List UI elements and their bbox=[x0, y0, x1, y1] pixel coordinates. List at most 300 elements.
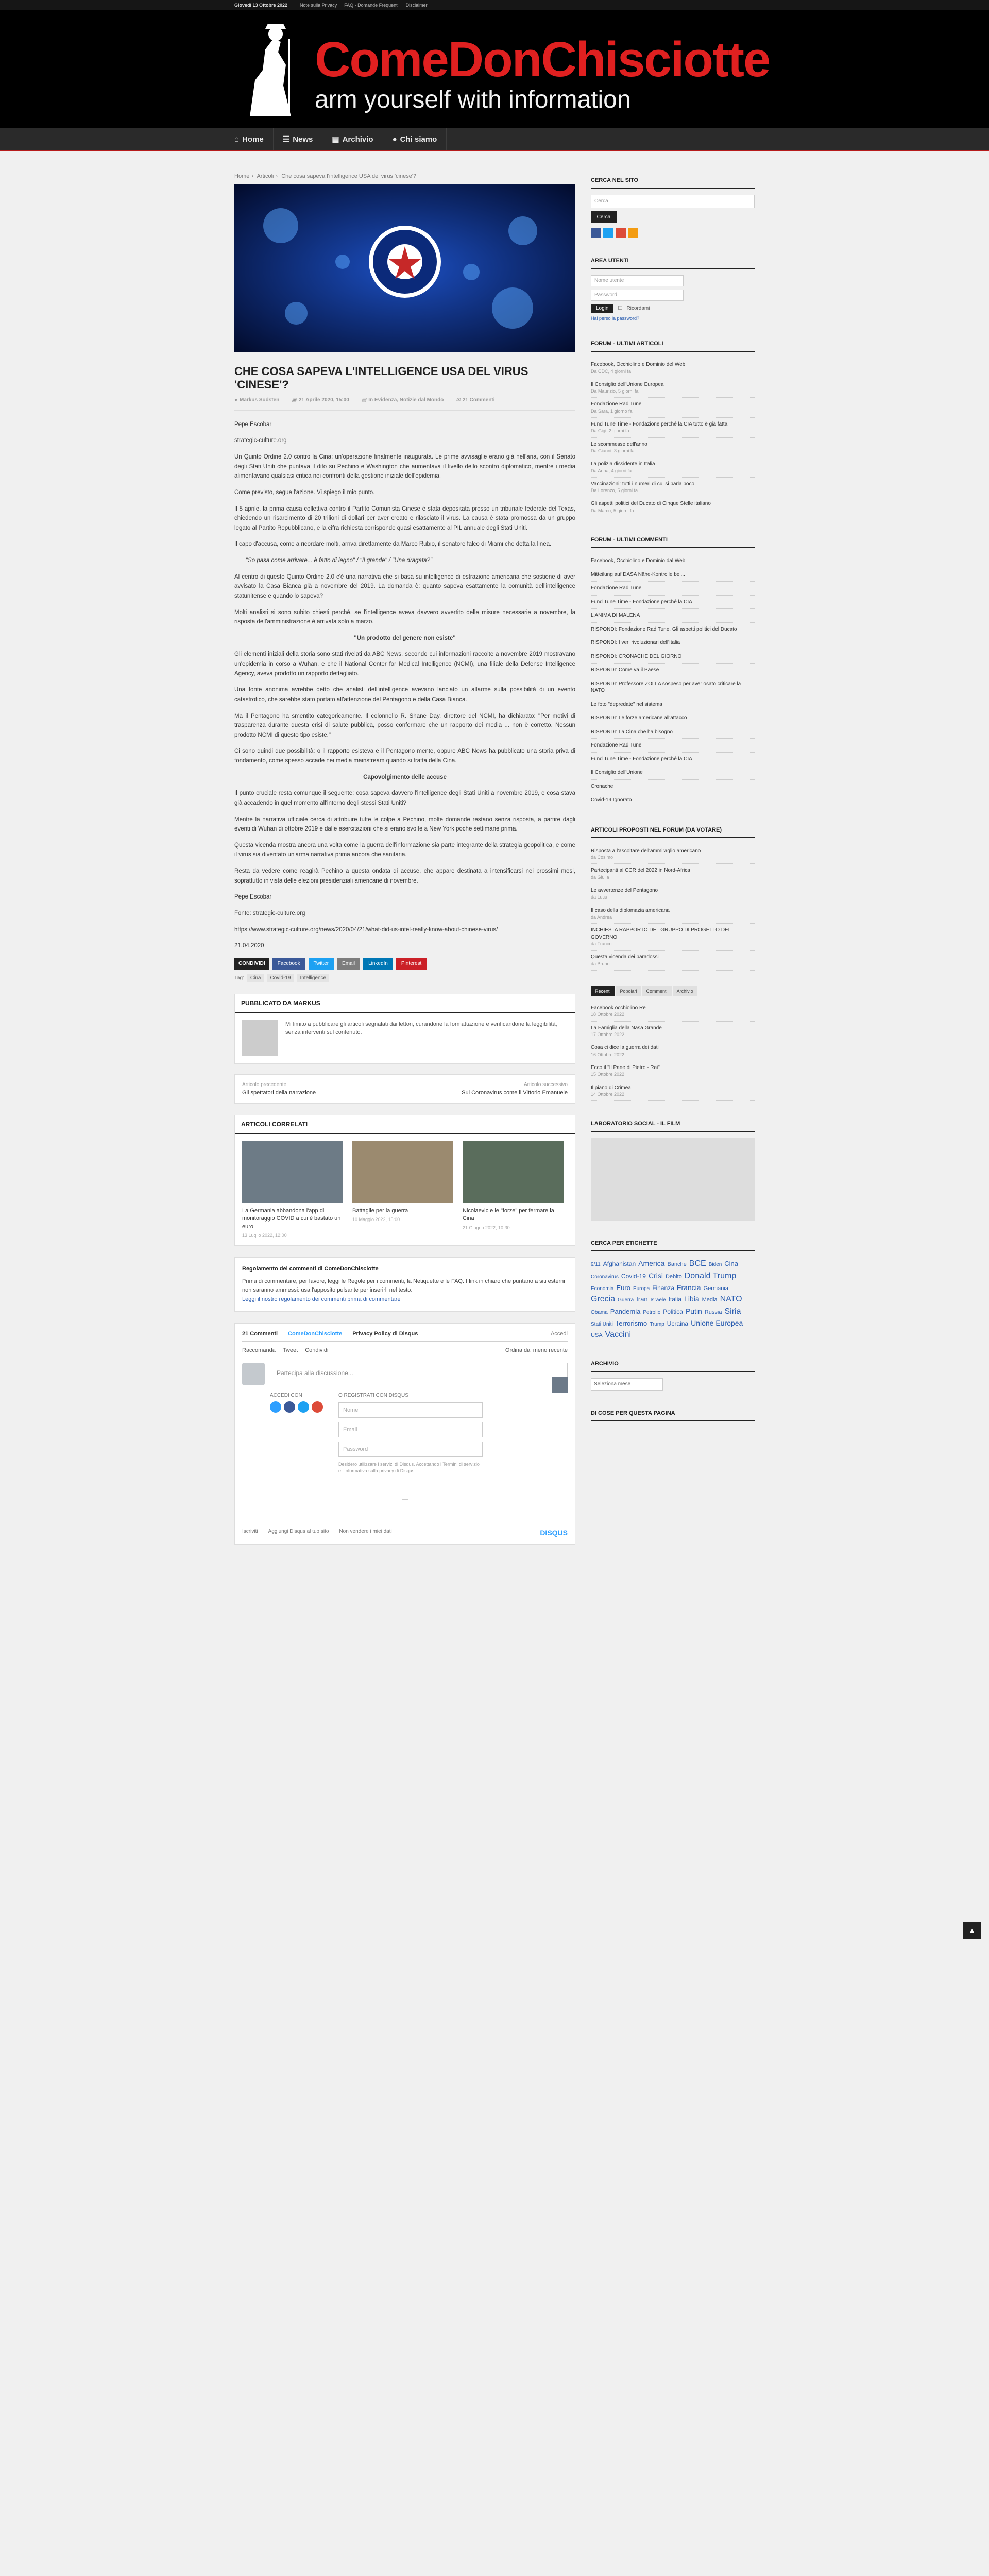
forum-item[interactable] bbox=[591, 378, 755, 398]
tab-list-title: Facebook occhiolino Re bbox=[591, 1005, 646, 1011]
article-paragraph: Mentre la narrativa ufficiale cerca di attribuire tutte le colpe a Pechino, molte domande restano senza risposta, a partire dagli eventi di Wuhan di ottobre 2019 e dalle esercitazioni che si erano svolte a New York poche settimane prima. bbox=[234, 816, 575, 833]
article-paragraph: Il punto cruciale resta comunque il seguente: cosa sapeva davvero l'intelligence degli Stati Uniti a novembre 2019, e cosa stava già accadendo in quel momento all'interno degli stessi Stati Uniti? bbox=[234, 790, 575, 806]
tagcloud-item[interactable]: Coronavirus bbox=[591, 1274, 619, 1280]
tagcloud-item[interactable]: Siria bbox=[724, 1307, 741, 1316]
site-header bbox=[0, 10, 989, 128]
article-paragraph: Come previsto, segue l'azione. Vi spiego il mio punto. bbox=[234, 489, 375, 496]
article-paragraph: Il 5 aprile, la prima causa collettiva contro il Partito Comunista Cinese è stata depositata presso un tribunale federale del Texas, chiedendo un risarcimento di 20 trilioni di dollari per aver creato e rilasciato il virus. La causa è stata promossa da un gruppo legato al Partito Repubblicano, e la cifra richiesta corrisponde quasi esattamente al PIL annuale degli Stati Uniti. bbox=[234, 505, 575, 531]
author-box bbox=[234, 994, 575, 1064]
meta-category-label: In Evidenza, Notizie dal Mondo bbox=[368, 397, 444, 403]
proposed-item[interactable] bbox=[591, 864, 755, 884]
tag-item[interactable]: Cina bbox=[247, 974, 264, 982]
sidebar-lab bbox=[591, 1116, 755, 1221]
password-field[interactable]: Password bbox=[591, 290, 684, 301]
related-title: La Germania abbandona l'app di monitoraggio COVID a cui è bastato un euro bbox=[242, 1207, 341, 1230]
tab-list-item[interactable] bbox=[591, 1041, 755, 1061]
tagcloud-item[interactable]: Putin bbox=[685, 1307, 702, 1316]
article-closing-date: 21.04.2020 bbox=[234, 943, 264, 950]
article-paragraph: Ma il Pentagono ha smentito categoricamente. Il colonnello R. Shane Day, direttore del NCMI, ha dichiarato: "Per motivi di trasparenza durante questa crisi di salute pubblica, posso confermare che un rapporto dei media ... non è corretto. Nessun prodotto NCMI di questo tipo esiste." bbox=[234, 713, 575, 738]
disqus-comment-count: 21 Commenti bbox=[242, 1331, 278, 1337]
article-closing-link[interactable]: https://www.strategic-culture.org/news/2020/04/21/what-did-us-intel-really-know-about-chinese-virus/ bbox=[234, 926, 498, 933]
google-icon[interactable] bbox=[616, 228, 626, 238]
share-bar bbox=[234, 958, 575, 970]
disqus-password-field[interactable]: Password bbox=[338, 1442, 483, 1457]
calendar-icon: ▣ bbox=[292, 397, 297, 403]
arrow-up-icon[interactable]: ▲ bbox=[963, 1922, 981, 1939]
nav-archive[interactable] bbox=[322, 128, 383, 150]
top-date: Giovedì 13 Ottobre 2022 bbox=[234, 3, 288, 8]
proposed-meta: da Cosimo bbox=[591, 855, 613, 860]
tagcloud-item[interactable]: 9/11 bbox=[591, 1262, 601, 1268]
forum-title: Facebook, Occhiolino e Dominio del Web bbox=[591, 362, 686, 367]
article-source[interactable]: strategic-culture.org bbox=[234, 437, 287, 444]
meta-comments[interactable] bbox=[456, 397, 494, 403]
article-paragraph: Questa vicenda mostra ancora una volta come la guerra dell'informazione sia parte integrante della strategia geopolitica, e come il virus sia diventato un'arma narrativa prima ancora che sanitaria. bbox=[234, 842, 575, 858]
tags-head: CERCA PER ETICHETTE bbox=[591, 1236, 755, 1251]
disqus-register-label: O REGISTRATI CON DISQUS bbox=[338, 1393, 408, 1399]
tagcloud-item[interactable]: Francia bbox=[676, 1283, 701, 1292]
forum-proposed-articles bbox=[591, 823, 755, 971]
disqus-tweet-button[interactable]: Tweet bbox=[282, 1347, 298, 1354]
breadcrumb-current: Che cosa sapeva l'intelligence USA del virus 'cinese'? bbox=[281, 173, 417, 179]
proposed-item[interactable] bbox=[591, 951, 755, 971]
comment-item[interactable] bbox=[591, 780, 755, 794]
prev-title: Gli spettatori della narrazione bbox=[242, 1089, 316, 1096]
related-thumbnail bbox=[242, 1141, 343, 1203]
article-title: CHE COSA SAPEVA L'INTELLIGENCE USA DEL VIRUS 'CINESE'? bbox=[234, 365, 528, 392]
tab-recent[interactable]: Recenti bbox=[591, 986, 615, 996]
comment-item[interactable] bbox=[591, 623, 755, 637]
forum-item[interactable] bbox=[591, 398, 755, 418]
share-linkedin-button[interactable]: LinkedIn bbox=[363, 958, 393, 970]
comment-item[interactable] bbox=[591, 636, 755, 650]
folder-icon: ▤ bbox=[361, 397, 367, 403]
nav-home[interactable] bbox=[234, 128, 274, 150]
share-facebook-button[interactable]: Facebook bbox=[272, 958, 305, 970]
comment-title: Fund Tune Time - Fondazione perché la CIA bbox=[591, 756, 692, 762]
disqus-thread bbox=[234, 1323, 575, 1544]
disqus-recommend-button[interactable]: Raccomanda bbox=[242, 1347, 276, 1354]
breadcrumb: Home › Articoli › Che cosa sapeva l'intelligence USA del virus 'cinese'? bbox=[234, 173, 417, 179]
comment-title: RISPONDI: La Cina che ha bisogno bbox=[591, 728, 673, 735]
share-pinterest-button[interactable]: Pinterest bbox=[396, 958, 427, 970]
related-date: 13 Luglio 2022, 12:00 bbox=[242, 1232, 287, 1238]
tagcloud-item[interactable]: Politica bbox=[663, 1308, 683, 1316]
breadcrumb-home[interactable]: Home bbox=[234, 173, 250, 179]
tagcloud-item[interactable]: Afghanistan bbox=[603, 1260, 636, 1268]
related-articles bbox=[234, 1115, 575, 1246]
meta-author[interactable] bbox=[234, 397, 279, 403]
forum-item[interactable] bbox=[591, 457, 755, 478]
top-link-faq[interactable]: FAQ - Domande Frequenti bbox=[344, 3, 399, 8]
tagcloud-item[interactable]: Israele bbox=[650, 1297, 666, 1303]
search-input[interactable]: Cerca bbox=[591, 195, 755, 208]
tagcloud-item[interactable]: Obama bbox=[591, 1310, 608, 1316]
disqus-thread-placeholder: — bbox=[402, 1495, 408, 1502]
article-section-heading: Capovolgimento delle accuse bbox=[363, 774, 447, 781]
remember-label: Ricordami bbox=[626, 306, 650, 311]
home-icon: ⌂ bbox=[234, 134, 240, 144]
tab-list-title: La Famiglia della Nasa Grande bbox=[591, 1025, 662, 1031]
tab-list-item[interactable] bbox=[591, 1022, 755, 1042]
tagcloud-item[interactable]: Economia bbox=[591, 1286, 614, 1292]
top-link-disclaimer[interactable]: Disclaimer bbox=[405, 3, 428, 8]
forum-title: Vaccinazioni: tutti i numeri di cui si parla poco bbox=[591, 481, 695, 487]
share-label: CONDIVIDI bbox=[234, 958, 269, 970]
comment-item[interactable] bbox=[591, 725, 755, 739]
sidebar-archive bbox=[591, 1357, 755, 1391]
main-nav bbox=[0, 128, 989, 151]
forum-title: Fondazione Rad Tune bbox=[591, 401, 642, 408]
comment-title: Facebook, Occhiolino e Dominio dal Web bbox=[591, 558, 686, 564]
comment-item[interactable] bbox=[591, 568, 755, 582]
article-hero-image bbox=[234, 184, 575, 352]
disqus-submit-button[interactable] bbox=[552, 1377, 568, 1393]
disqus-add-link[interactable]: Aggiungi Disqus al tuo sito bbox=[268, 1528, 329, 1534]
comment-title: Fondazione Rad Tune bbox=[591, 742, 642, 749]
comment-item[interactable] bbox=[591, 596, 755, 609]
tagcloud-item[interactable]: Media bbox=[702, 1297, 718, 1303]
lab-video-placeholder[interactable] bbox=[591, 1138, 755, 1221]
forum-articles-head: ARTICOLI PROPOSTI NEL FORUM (DA VOTARE) bbox=[591, 823, 755, 838]
comment-title: Covid-19 Ignorato bbox=[591, 797, 632, 803]
proposed-title: Le avvertenze del Pentagono bbox=[591, 887, 658, 893]
comment-title: Cronache bbox=[591, 783, 613, 789]
proposed-title: Risposta a l'ascoltare dell'ammiraglio americano bbox=[591, 848, 701, 854]
tab-list-meta: 17 Ottobre 2022 bbox=[591, 1032, 625, 1038]
forum-meta: Da Marco, 5 giorni fa bbox=[591, 507, 634, 513]
sidebar-login bbox=[591, 253, 755, 321]
article-meta bbox=[234, 397, 575, 411]
rules-link[interactable]: Leggi il nostro regolamento dei commenti prima di commentare bbox=[242, 1296, 401, 1302]
tab-list-meta: 14 Ottobre 2022 bbox=[591, 1092, 625, 1097]
meta-comments-label: 21 Commenti bbox=[462, 397, 495, 403]
forum-head: FORUM - ULTIMI ARTICOLI bbox=[591, 336, 755, 352]
tagcloud-item[interactable]: Stati Uniti bbox=[591, 1321, 613, 1328]
tab-list-meta: 15 Ottobre 2022 bbox=[591, 1072, 625, 1077]
comment-title: Il Consiglio dell'Unione bbox=[591, 770, 643, 776]
search-head: CERCA NEL SITO bbox=[591, 173, 755, 189]
comment-title: RISPONDI: CRONACHE DEL GIORNO bbox=[591, 653, 682, 659]
article-paragraph: Resta da vedere come reagirà Pechino a questa ondata di accuse, che appare destinata a intensificarsi nei prossimi mesi, soprattutto in vista delle elezioni presidenziali americane di novembre. bbox=[234, 868, 575, 884]
comment-title: Le foto "depredate" nel sistema bbox=[591, 701, 662, 707]
forum-item[interactable] bbox=[591, 358, 755, 378]
author-avatar bbox=[242, 1020, 278, 1056]
login-button[interactable]: Login bbox=[591, 304, 613, 313]
related-date: 21 Giugno 2022, 10:30 bbox=[463, 1225, 510, 1230]
comment-title: RISPONDI: Professore ZOLLA sospeso per aver osato criticare la NATO bbox=[591, 681, 741, 694]
article-paragraph: Al centro di questo Quinto Ordine 2.0 c'è una narrativa che si basa su intelligence di estrazione americana che sostiene di aver avvisato la Casa Bianca già a novembre del 2019. La domanda è: quanto sapeva esattamente la comunità dell'intelligence statunitense e quando lo sapeva? bbox=[234, 573, 575, 599]
facebook-icon[interactable] bbox=[284, 1401, 295, 1413]
article-quote: "So pasa come arrivare... è fatto di legno" / "Il grande" / "Una dragata?" bbox=[246, 557, 433, 564]
site-title[interactable]: ComeDonChisciotte bbox=[315, 32, 770, 87]
tab-list-item[interactable] bbox=[591, 1061, 755, 1081]
comment-item[interactable] bbox=[591, 698, 755, 712]
disqus-avatar bbox=[242, 1363, 265, 1385]
tagcloud-item[interactable]: Banche bbox=[667, 1261, 687, 1268]
tagcloud-item[interactable]: Debito bbox=[665, 1274, 682, 1280]
disqus-login-with-label: ACCEDI CON bbox=[270, 1393, 302, 1399]
next-article-link[interactable] bbox=[462, 1082, 568, 1096]
comment-title: RISPONDI: I veri rivoluzionari dell'Italia bbox=[591, 640, 680, 646]
disqus-comment-input[interactable]: Partecipa alla discussione... bbox=[270, 1363, 568, 1385]
tab-list-title: Ecco il "Il Pane di Pietro - Rai" bbox=[591, 1064, 660, 1071]
nav-archive-label: Archivio bbox=[342, 134, 373, 144]
nav-home-label: Home bbox=[242, 134, 264, 144]
sidebar-popular bbox=[591, 1406, 755, 1421]
forum-latest-articles bbox=[591, 336, 755, 517]
sidebar bbox=[591, 173, 755, 1437]
comment-item[interactable] bbox=[591, 650, 755, 664]
forum-meta: Da Lorenzo, 5 giorni fa bbox=[591, 488, 638, 494]
nav-about[interactable] bbox=[383, 128, 447, 150]
proposed-meta: da Franco bbox=[591, 941, 612, 947]
archive-select[interactable]: Seleziona mese bbox=[591, 1378, 663, 1391]
forum-latest-comments bbox=[591, 533, 755, 807]
forum-meta: Da Sara, 1 giorno fa bbox=[591, 408, 633, 414]
comment-item[interactable] bbox=[591, 677, 755, 698]
twitter-icon[interactable] bbox=[603, 228, 613, 238]
prev-article-link[interactable] bbox=[242, 1082, 316, 1096]
popular-head: DI COSE PER QUESTA PAGINA bbox=[591, 1406, 755, 1421]
comment-item[interactable] bbox=[591, 753, 755, 767]
comment-title: RISPONDI: Le forze americane all'attacco bbox=[591, 715, 687, 721]
forum-item[interactable] bbox=[591, 418, 755, 438]
tagcloud-item[interactable]: Vaccini bbox=[605, 1330, 632, 1340]
related-thumbnail bbox=[463, 1141, 564, 1203]
tab-list-meta: 16 Ottobre 2022 bbox=[591, 1052, 625, 1057]
proposed-meta: da Bruno bbox=[591, 961, 610, 967]
tagcloud-item[interactable]: Europa bbox=[633, 1286, 650, 1292]
related-thumbnail bbox=[352, 1141, 453, 1203]
tab-list-meta: 18 Ottobre 2022 bbox=[591, 1012, 625, 1018]
tagcloud-item[interactable]: Iran bbox=[636, 1295, 648, 1303]
comment-title: RISPONDI: Come va il Paese bbox=[591, 667, 659, 673]
tagcloud-item[interactable]: Terrorismo bbox=[615, 1319, 647, 1328]
comment-icon: ✉ bbox=[456, 397, 461, 403]
facebook-icon[interactable] bbox=[591, 228, 601, 238]
meta-date-label: 21 Aprile 2020, 15:00 bbox=[298, 397, 349, 403]
proposed-item[interactable] bbox=[591, 924, 755, 951]
disqus-login-icon[interactable] bbox=[270, 1401, 281, 1413]
proposed-item[interactable] bbox=[591, 884, 755, 904]
rss-icon[interactable] bbox=[628, 228, 638, 238]
comments-head: FORUM - ULTIMI COMMENTI bbox=[591, 533, 755, 548]
article-paragraph: Un Quinto Ordine 2.0 contro la Cina: un'operazione finalmente inaugurata. Le prime avvisaglie erano già nell'aria, con il Senato degli Stati Uniti che puntava il dito su Pechino e Washington che aumentava il livello dello scontro diplomatico, mentre i media alimentavano qualsiasi critica nei confronti della gestione iniziale dell'epidemia. bbox=[234, 454, 575, 480]
tabbed-widget bbox=[591, 986, 755, 1101]
sidebar-tags bbox=[591, 1236, 755, 1341]
twitter-icon[interactable] bbox=[298, 1401, 309, 1413]
comment-title: Fund Tune Time - Fondazione perché la CIA bbox=[591, 599, 692, 605]
author-box-head: PUBBLICATO DA MARKUS bbox=[235, 994, 575, 1013]
disqus-subscribe-link[interactable]: Iscriviti bbox=[242, 1528, 258, 1534]
rules-text: Prima di commentare, per favore, leggi le Regole per i commenti, la Netiquette e le FAQ. I link in chiaro che puntano a siti esterni non saranno ammessi: usa l'apposito pulsante per inserirli nel testo. bbox=[242, 1278, 565, 1294]
forum-title: Gli aspetti politici del Ducato di Cinque Stelle italiano bbox=[591, 501, 711, 507]
disqus-share-button[interactable]: Condividi bbox=[305, 1347, 329, 1354]
tagcloud-item[interactable]: Trump bbox=[650, 1321, 664, 1328]
tab-list-title: Il piano di Crimea bbox=[591, 1084, 631, 1091]
login-head: AREA UTENTI bbox=[591, 253, 755, 269]
disqus-name-field[interactable]: Nome bbox=[338, 1402, 483, 1418]
meta-date bbox=[292, 397, 349, 403]
tagcloud-item[interactable]: Petrolio bbox=[643, 1310, 661, 1316]
google-icon[interactable] bbox=[312, 1401, 323, 1413]
disqus-terms: Desidero utilizzare i servizi di Disqus. Accettando i Termini di servizio e l'Informativa sulla privacy di Disqus. bbox=[338, 1462, 480, 1473]
comment-title: Fondazione Rad Tune bbox=[591, 585, 642, 591]
article-paragraph: Una fonte anonima avrebbe detto che analisti dell'intelligence avevano lanciato un allarme sulla possibilità di un evento catastrofico, che sarebbe stato portato all'attenzione del Pentagono e della Casa Bianca. bbox=[234, 687, 575, 703]
rules-head: Regolamento dei commenti di ComeDonChisciotte bbox=[242, 1265, 379, 1272]
tab-list-item[interactable] bbox=[591, 1002, 755, 1022]
related-card[interactable] bbox=[463, 1141, 564, 1238]
author-bio: Mi limito a pubblicare gli articoli segnalati dai lettori, curandone la formattazione e verificandone la leggibilità, senza interventi sul contenuto. bbox=[285, 1021, 557, 1036]
nav-news[interactable] bbox=[274, 128, 323, 150]
tag-item[interactable]: Intelligence bbox=[297, 974, 330, 982]
comment-rules bbox=[234, 1257, 575, 1312]
comment-item[interactable] bbox=[591, 711, 755, 725]
disqus-email-field[interactable]: Email bbox=[338, 1422, 483, 1437]
forum-meta: Da Gigi, 2 giorni fa bbox=[591, 428, 629, 434]
top-links bbox=[300, 3, 428, 8]
comment-item[interactable] bbox=[591, 766, 755, 780]
comment-item[interactable] bbox=[591, 609, 755, 623]
meta-author-label: Markus Sudsten bbox=[240, 397, 280, 403]
proposed-title: Questa vicenda dei paradossi bbox=[591, 954, 659, 960]
lab-head: LABORATORIO SOCIAL - IL FILM bbox=[591, 1116, 755, 1132]
next-title: Sul Coronavirus come il Vittorio Emanuele bbox=[462, 1089, 568, 1096]
tags-label: Tag: bbox=[234, 975, 244, 981]
article-paragraph: Gli elementi iniziali della storia sono stati rivelati da ABC News, secondo cui informazioni raccolte a novembre 2019 mostravano un'epidemia in corso a Wuhan, e che il National Center for Medical Intelligence (NCMI), una filiale della Defense Intelligence Agency, aveva prodotto un rapporto dettagliato. bbox=[234, 651, 575, 677]
proposed-item[interactable] bbox=[591, 904, 755, 924]
tagcloud-item[interactable]: Finanza bbox=[652, 1284, 674, 1292]
related-card[interactable] bbox=[242, 1141, 343, 1238]
nav-news-label: News bbox=[293, 134, 313, 144]
remember-checkbox[interactable]: ☐ bbox=[618, 306, 623, 311]
nav-about-label: Chi siamo bbox=[400, 134, 437, 144]
article-paragraph: Molti analisti si sono subito chiesti perché, se l'intelligence aveva davvero avvertito delle misure necessarie a novembre, la risposta dell'amministrazione è arrivata solo a marzo. bbox=[234, 609, 575, 625]
disqus-login-link[interactable]: Accedi bbox=[550, 1331, 568, 1337]
article-paragraph: Il capo d'accusa, come a ricordare molti, arriva direttamente da Marco Rubio, il senatore falco di Miami che detta la linea. bbox=[234, 541, 552, 548]
disqus-site-link[interactable]: ComeDonChisciotte bbox=[288, 1331, 343, 1337]
tagcloud-item[interactable]: USA bbox=[591, 1332, 603, 1339]
disqus-sort-dropdown[interactable]: Ordina dal meno recente bbox=[505, 1347, 568, 1354]
top-bar bbox=[0, 0, 989, 10]
tag-item[interactable]: Covid-19 bbox=[267, 974, 294, 982]
tagcloud-item[interactable]: Grecia bbox=[591, 1295, 616, 1304]
comment-title: RISPONDI: Fondazione Rad Tune. Gli aspetti politici del Ducato bbox=[591, 626, 737, 632]
tab-list-title: Cosa ci dice la guerra dei dati bbox=[591, 1045, 659, 1051]
tagcloud-item[interactable]: Unione Europea bbox=[691, 1319, 743, 1328]
tagcloud-item[interactable]: Germania bbox=[703, 1285, 728, 1292]
related-card[interactable] bbox=[352, 1141, 453, 1238]
article-byline: Pepe Escobar bbox=[234, 421, 272, 428]
forum-item[interactable] bbox=[591, 497, 755, 517]
article-paragraph: Ci sono quindi due possibilità: o il rapporto esisteva e il Pentagono mente, oppure ABC News ha pubblicato una storia priva di fondamento, come spesso accade nei media mainstream quando si tratta della Cina. bbox=[234, 748, 575, 765]
tagcloud-item[interactable]: Biden bbox=[708, 1262, 722, 1268]
article-paragraph: Pepe Escobar bbox=[234, 894, 272, 901]
disqus-sell-link[interactable]: Non vendere i miei dati bbox=[339, 1528, 392, 1534]
related-head: ARTICOLI CORRELATI bbox=[235, 1115, 575, 1134]
breadcrumb-articles[interactable]: Articoli bbox=[257, 173, 274, 179]
don-quixote-logo-icon[interactable] bbox=[234, 19, 312, 122]
tagcloud-item[interactable]: Guerra bbox=[618, 1297, 634, 1303]
news-icon: ☰ bbox=[282, 135, 290, 144]
tagcloud-item[interactable]: Pandemia bbox=[610, 1308, 641, 1316]
forum-meta: Da Anna, 4 giorni fa bbox=[591, 468, 632, 473]
disqus-privacy-link[interactable]: Privacy Policy di Disqus bbox=[352, 1331, 418, 1337]
proposed-item[interactable] bbox=[591, 844, 755, 865]
tagcloud-item[interactable]: Covid-19 bbox=[621, 1273, 646, 1280]
tagcloud-item[interactable]: Libia bbox=[684, 1295, 700, 1303]
comment-item[interactable] bbox=[591, 793, 755, 807]
proposed-title: Il caso della diplomazia americana bbox=[591, 907, 670, 913]
article-closing-source: Fonte: strategic-culture.org bbox=[234, 910, 305, 917]
tagcloud-item[interactable]: America bbox=[638, 1259, 665, 1268]
share-email-button[interactable]: Email bbox=[337, 958, 360, 970]
prev-label: Articolo precedente bbox=[242, 1081, 287, 1088]
comment-item[interactable] bbox=[591, 554, 755, 568]
forum-title: Il Consiglio dell'Unione Europea bbox=[591, 381, 664, 387]
comment-item[interactable] bbox=[591, 739, 755, 753]
article-tags bbox=[234, 974, 575, 982]
share-twitter-button[interactable]: Twitter bbox=[309, 958, 334, 970]
username-field[interactable]: Nome utente bbox=[591, 275, 684, 286]
tagcloud-item[interactable]: Euro bbox=[616, 1284, 630, 1292]
forum-title: Fund Tune Time - Fondazione perché la CIA tutto è già fatta bbox=[591, 421, 728, 427]
comment-item[interactable] bbox=[591, 664, 755, 677]
tagcloud-item[interactable]: Crisi bbox=[648, 1272, 663, 1280]
article-body bbox=[234, 420, 575, 951]
proposed-meta: da Giulia bbox=[591, 874, 609, 880]
comment-title: Mitteilung auf DASA Nähe-Kontrolle bei... bbox=[591, 571, 685, 578]
related-title: Battaglie per la guerra bbox=[352, 1207, 408, 1214]
tagcloud-item[interactable]: Russia bbox=[704, 1309, 722, 1316]
tagcloud-item[interactable]: Donald Trump bbox=[684, 1272, 737, 1281]
meta-category[interactable] bbox=[362, 397, 444, 403]
next-label: Articolo successivo bbox=[523, 1081, 568, 1088]
user-icon: ● bbox=[234, 397, 238, 403]
tab-list-item[interactable] bbox=[591, 1081, 755, 1101]
tagcloud-item[interactable]: NATO bbox=[720, 1295, 742, 1304]
related-title: Nicolaevic e le "forze" per fermare la Cina bbox=[463, 1207, 554, 1222]
forum-title: La polizia dissidente in Italia bbox=[591, 461, 655, 467]
proposed-title: INCHIESTA RAPPORTO DEL GRUPPO DI PROGETTO DEL GOVERNO bbox=[591, 927, 731, 940]
tab-archive[interactable]: Archivio bbox=[673, 986, 697, 996]
forum-title: Le scommesse dell'anno bbox=[591, 441, 647, 447]
disqus-brand[interactable]: DISQUS bbox=[540, 1528, 568, 1537]
proposed-meta: da Andrea bbox=[591, 914, 612, 920]
forum-item[interactable] bbox=[591, 478, 755, 498]
tagcloud-item[interactable]: Cina bbox=[724, 1260, 739, 1268]
lost-password-link[interactable]: Hai perso la password? bbox=[591, 316, 640, 321]
comment-item[interactable] bbox=[591, 582, 755, 596]
top-link-privacy[interactable]: Note sulla Privacy bbox=[300, 3, 337, 8]
search-button[interactable]: Cerca bbox=[591, 211, 617, 223]
forum-item[interactable] bbox=[591, 438, 755, 458]
tab-comments[interactable]: Commenti bbox=[642, 986, 672, 996]
archive-icon: ▦ bbox=[332, 135, 339, 144]
comment-title: L'ANIMA DI MALENA bbox=[591, 613, 640, 619]
tagcloud-item[interactable]: Italia bbox=[668, 1296, 682, 1303]
tab-popular[interactable]: Popolari bbox=[616, 986, 641, 996]
tagcloud-item[interactable]: BCE bbox=[689, 1259, 706, 1268]
forum-meta: Da Maurizio, 5 giorni fa bbox=[591, 388, 639, 394]
sidebar-search bbox=[591, 173, 755, 238]
forum-meta: Da CDC, 4 giorni fa bbox=[591, 368, 632, 374]
proposed-title: Partecipanti al CCR del 2022 in Nord-Africa bbox=[591, 868, 690, 874]
user-icon: ● bbox=[392, 134, 397, 144]
article-subheading: "Un prodotto del genere non esiste" bbox=[354, 635, 456, 641]
tagcloud-item[interactable]: Ucraina bbox=[667, 1320, 689, 1328]
